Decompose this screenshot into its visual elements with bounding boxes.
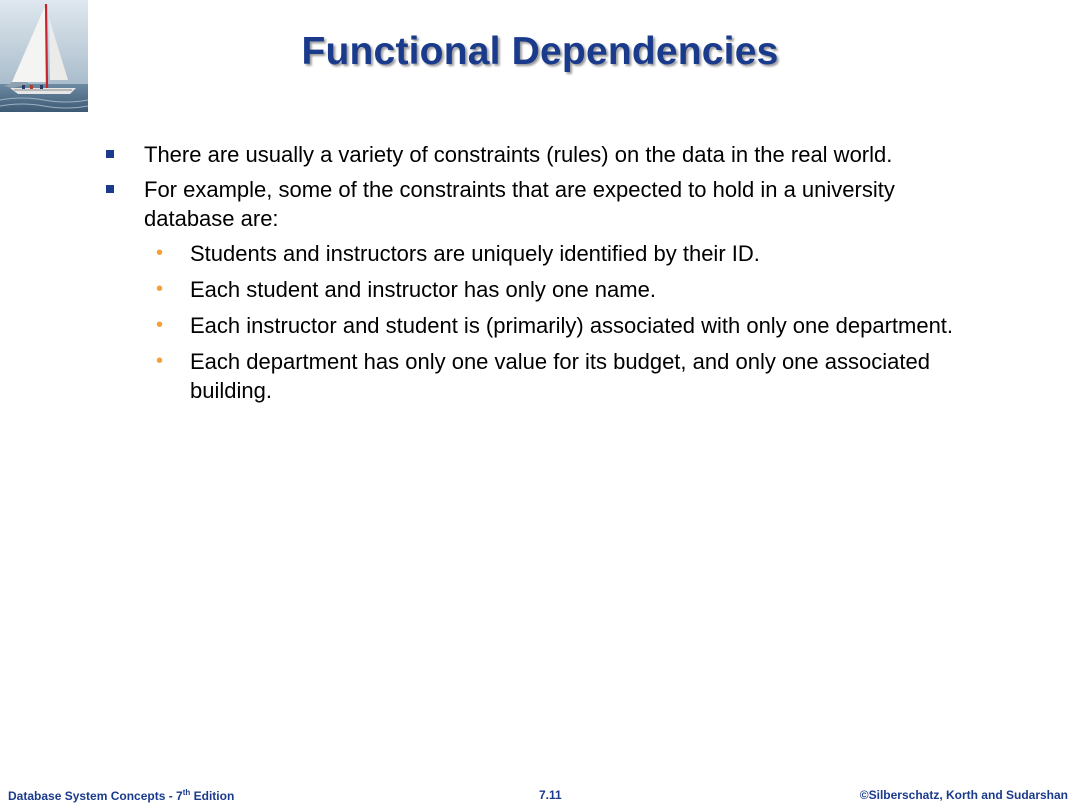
sub-bullet-text: Each instructor and student is (primarily) associated with only one department. — [190, 313, 954, 338]
square-bullet-icon — [106, 150, 114, 158]
sub-bullet-text: Each department has only one value for its budget, and only one associated building. — [190, 349, 930, 403]
sub-bullet-item — [100, 347, 960, 405]
slide-number: 7.11 — [539, 788, 562, 802]
footer-edition-superscript: th — [182, 788, 191, 797]
square-bullet-icon — [106, 185, 114, 193]
bullet-item — [100, 140, 960, 169]
sub-bullet-item — [100, 275, 960, 304]
sub-bullet-text: Each student and instructor has only one name. — [190, 277, 656, 302]
dot-bullet-icon: • — [156, 242, 164, 264]
footer-book-title-text: Database System Concepts - 7 — [8, 789, 183, 803]
footer-copyright: ©Silberschatz, Korth and Sudarshan — [859, 788, 1068, 802]
slide-footer — [0, 788, 1080, 806]
footer-edition-label: Edition — [190, 789, 235, 803]
dot-bullet-icon: • — [156, 278, 164, 300]
sub-bullet-item — [100, 239, 960, 268]
dot-bullet-icon: • — [156, 314, 164, 336]
bullet-item — [100, 175, 960, 233]
slide-content — [100, 140, 960, 412]
bullet-text: For example, some of the constraints that are expected to hold in a university database are: — [144, 177, 895, 231]
bullet-text: There are usually a variety of constraints (rules) on the data in the real world. — [144, 142, 893, 167]
sub-bullet-item — [100, 311, 960, 340]
sub-bullet-text: Students and instructors are uniquely identified by their ID. — [190, 241, 760, 266]
dot-bullet-icon: • — [156, 350, 164, 372]
slide-title: Functional Dependencies — [301, 30, 779, 73]
footer-book-title — [8, 788, 234, 803]
